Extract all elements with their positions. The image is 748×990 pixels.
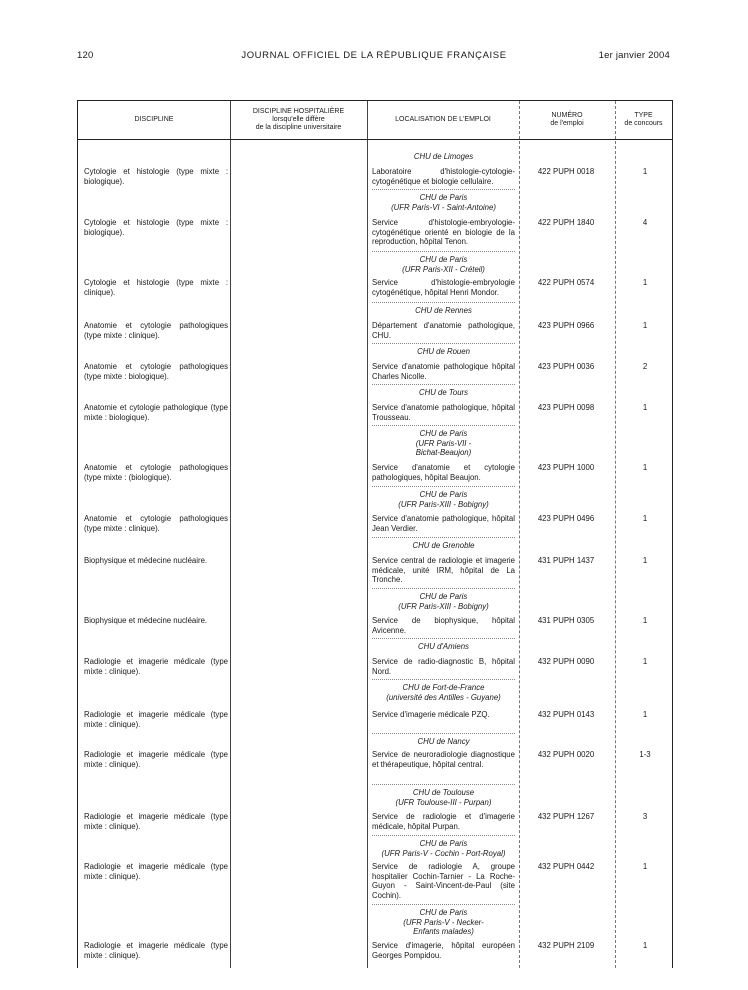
service-cell: Service de neuroradiologie diagnostique et thérapeutique, hôpital central.	[372, 750, 515, 769]
column-header-number: NUMÉRO de l'emploi	[550, 112, 584, 127]
row-separator	[372, 425, 515, 426]
competition-type-cell: 1	[642, 514, 648, 523]
position-number-cell: 431 PUPH 0305	[537, 616, 595, 625]
position-number-cell: 422 PUPH 0018	[537, 167, 595, 176]
row-separator	[372, 251, 515, 252]
position-number-cell: 423 PUPH 0496	[537, 514, 595, 523]
location-heading: CHU d'Amiens	[418, 642, 469, 651]
row-separator	[372, 679, 515, 680]
discipline-cell: Anatomie et cytologie pathologique (type mixte : biologique).	[84, 403, 228, 422]
position-number-cell: 423 PUPH 0098	[537, 403, 595, 412]
location-heading: CHU de Nancy	[417, 737, 470, 746]
service-cell: Service de radiologie A, groupe hospitalier Cochin-Tarnier - La Roche-Guyon - Saint-Vincent-de-Paul (site Cochin).	[372, 862, 515, 900]
location-heading: CHU de Paris (UFR Paris-XIII - Bobigny)	[398, 592, 489, 611]
competition-type-cell: 1	[642, 403, 648, 412]
competition-type-cell: 1	[642, 463, 648, 472]
discipline-cell: Biophysique et médecine nucléaire.	[84, 556, 208, 565]
position-number-cell: 432 PUPH 2109	[537, 941, 595, 950]
competition-type-cell: 2	[642, 362, 648, 371]
column-header-discipline: DISCIPLINE	[134, 116, 174, 123]
service-cell: Laboratoire d'histologie-cytologie-cytogénétique et biologie cellulaire.	[372, 167, 515, 186]
discipline-cell: Radiologie et imagerie médicale (type mixte : clinique).	[84, 812, 228, 831]
competition-type-cell: 1	[642, 710, 648, 719]
competition-type-cell: 1-3	[639, 750, 651, 759]
competition-type-cell: 1	[642, 278, 648, 287]
discipline-cell: Radiologie et imagerie médicale (type mixte : clinique).	[84, 862, 228, 881]
position-number-cell: 422 PUPH 0574	[537, 278, 595, 287]
competition-type-cell: 1	[642, 556, 648, 565]
service-cell: Service d'anatomie pathologique, hôpital Jean Verdier.	[372, 514, 515, 533]
discipline-cell: Cytologie et histologie (type mixte : biologique).	[84, 167, 228, 186]
location-heading: CHU de Paris (UFR Paris-V - Necker- Enfants malades)	[403, 908, 484, 937]
location-heading: CHU de Paris (UFR Paris-VII - Bichat-Beaujon)	[415, 429, 472, 458]
location-heading: CHU de Tours	[418, 388, 469, 397]
position-number-cell: 423 PUPH 0036	[537, 362, 595, 371]
column-divider	[615, 101, 616, 968]
discipline-cell: Cytologie et histologie (type mixte : clinique).	[84, 278, 228, 297]
discipline-cell: Biophysique et médecine nucléaire.	[84, 616, 208, 625]
service-cell: Service de radio-diagnostic B, hôpital Nord.	[372, 657, 515, 676]
discipline-cell: Radiologie et imagerie médicale (type mixte : clinique).	[84, 710, 228, 729]
service-cell: Service d'imagerie, hôpital européen Georges Pompidou.	[372, 941, 515, 960]
competition-type-cell: 1	[642, 657, 648, 666]
publication-date: 1er janvier 2004	[598, 50, 670, 61]
discipline-cell: Anatomie et cytologie pathologiques (type mixte : biologique).	[84, 362, 228, 381]
row-separator	[372, 189, 515, 190]
service-cell: Service d'histologie-embryologie-cytogénétique orienté en biologie de la reproduction, hôpital Tenon.	[372, 218, 515, 247]
location-heading: CHU de Grenoble	[412, 541, 475, 550]
competition-type-cell: 4	[642, 218, 648, 227]
row-separator	[372, 835, 515, 836]
service-cell: Service de radiologie et d'imagerie médicale, hôpital Purpan.	[372, 812, 515, 831]
discipline-cell: Anatomie et cytologie pathologiques (type mixte : clinique).	[84, 514, 228, 533]
row-separator	[372, 486, 515, 487]
position-number-cell: 432 PUPH 1267	[537, 812, 595, 821]
positions-table	[77, 100, 673, 968]
column-header-hospital-discipline: DISCIPLINE HOSPITALIÈRE lorsqu'elle diffère de la discipline universitaire	[252, 108, 345, 131]
position-number-cell: 432 PUPH 0020	[537, 750, 595, 759]
row-separator	[372, 302, 515, 303]
discipline-cell: Radiologie et imagerie médicale (type mixte : clinique).	[84, 657, 228, 676]
competition-type-cell: 1	[642, 167, 648, 176]
service-cell: Département d'anatomie pathologique, CHU.	[372, 321, 515, 340]
row-separator	[372, 537, 515, 538]
column-header-type: TYPE de concours	[624, 112, 663, 127]
row-separator	[372, 638, 515, 639]
service-cell: Service d'histologie-embryologie cytogénétique, hôpital Henri Mondor.	[372, 278, 515, 297]
row-separator	[372, 384, 515, 385]
service-cell: Service d'anatomie et cytologie pathologiques, hôpital Beaujon.	[372, 463, 515, 482]
location-heading: CHU de Paris (UFR Paris-VI - Saint-Antoine)	[391, 193, 496, 212]
location-heading: CHU de Rouen	[417, 347, 470, 356]
position-number-cell: 423 PUPH 1000	[537, 463, 595, 472]
location-heading: CHU de Paris (UFR Paris-XIII - Bobigny)	[398, 490, 489, 509]
position-number-cell: 423 PUPH 0966	[537, 321, 595, 330]
location-heading: CHU de Limoges	[413, 152, 474, 161]
competition-type-cell: 3	[642, 812, 648, 821]
service-cell: Service de biophysique, hôpital Avicenne.	[372, 616, 515, 635]
service-cell: Service d'anatomie pathologique, hôpital Trousseau.	[372, 403, 515, 422]
discipline-cell: Anatomie et cytologie pathologiques (type mixte : (biologique).	[84, 463, 228, 482]
row-separator	[372, 904, 515, 905]
location-heading: CHU de Rennes	[415, 306, 472, 315]
location-heading: CHU de Paris (UFR Paris-XII - Créteil)	[402, 255, 485, 274]
row-separator	[372, 588, 515, 589]
discipline-cell: Radiologie et imagerie médicale (type mixte : clinique).	[84, 750, 228, 769]
page-number: 120	[77, 50, 94, 61]
position-number-cell: 432 PUPH 0442	[537, 862, 595, 871]
discipline-cell: Anatomie et cytologie pathologiques (type mixte : clinique).	[84, 321, 228, 340]
service-cell: Service central de radiologie et imagerie médicale, unité IRM, hôpital de La Tronche.	[372, 556, 515, 585]
competition-type-cell: 1	[642, 862, 648, 871]
location-heading: CHU de Toulouse (UFR Toulouse-III - Purpan)	[395, 788, 492, 807]
journal-title: JOURNAL OFFICIEL DE LA RÉPUBLIQUE FRANÇAISE	[241, 50, 507, 61]
competition-type-cell: 1	[642, 941, 648, 950]
position-number-cell: 431 PUPH 1437	[537, 556, 595, 565]
column-divider	[230, 101, 231, 968]
row-separator	[372, 784, 515, 785]
row-separator	[372, 343, 515, 344]
column-header-location: LOCALISATION DE L'EMPLOI	[395, 116, 491, 123]
competition-type-cell: 1	[642, 321, 648, 330]
service-cell: Service d'imagerie médicale PZQ.	[372, 710, 490, 719]
position-number-cell: 422 PUPH 1840	[537, 218, 595, 227]
location-heading: CHU de Paris (UFR Paris-V - Cochin - Port-Royal)	[381, 839, 506, 858]
column-divider	[519, 101, 520, 968]
service-cell: Service d'anatomie pathologique hôpital Charles Nicolle.	[372, 362, 515, 381]
row-separator	[372, 733, 515, 734]
discipline-cell: Radiologie et imagerie médicale (type mixte : clinique).	[84, 941, 228, 960]
position-number-cell: 432 PUPH 0143	[537, 710, 595, 719]
column-divider	[367, 101, 368, 968]
table-header	[78, 101, 672, 140]
position-number-cell: 432 PUPH 0090	[537, 657, 595, 666]
location-heading: CHU de Fort-de-France (université des Antilles - Guyane)	[386, 683, 501, 702]
competition-type-cell: 1	[642, 616, 648, 625]
discipline-cell: Cytologie et histologie (type mixte : biologique).	[84, 218, 228, 237]
